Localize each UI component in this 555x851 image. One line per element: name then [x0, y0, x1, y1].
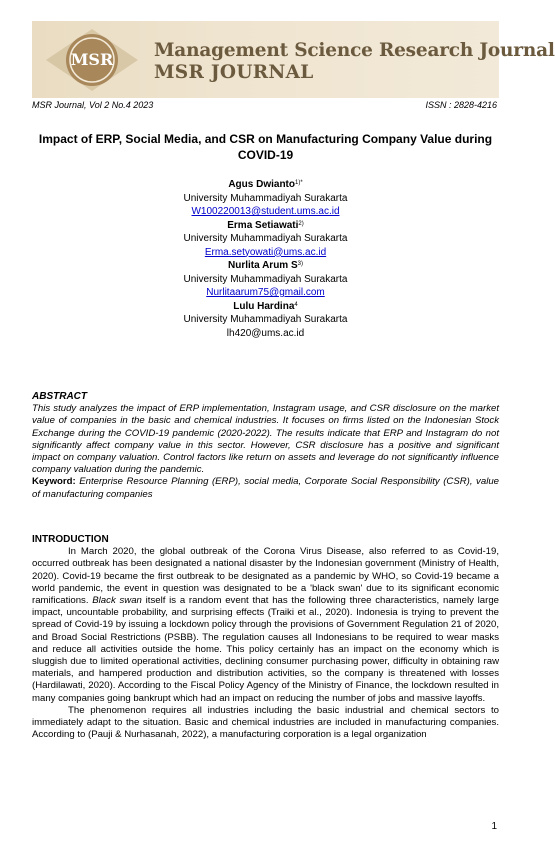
journal-banner [32, 21, 555, 98]
issn-info: ISSN : 2828-4216 [425, 100, 497, 110]
author-email-link[interactable]: W100220013@student.ums.ac.id [191, 206, 340, 217]
author-affiliation: University Muhammadiyah Surakarta [183, 192, 348, 204]
introduction-section [32, 534, 499, 741]
introduction-heading: INTRODUCTION [32, 534, 109, 545]
author-block [32, 178, 499, 340]
author-name: Erma Setiawati$^{2)}$ [227, 219, 304, 231]
author-affiliation: University Muhammadiyah Surakarta [183, 314, 348, 325]
issue-info: MSR Journal, Vol 2 No.4 2023 [32, 100, 154, 110]
keywords: Keyword: Enterprise Resource Planning (ERP), social media, Corporate Social Responsibility (CSR), value of manufacturing companies [32, 476, 499, 500]
author-affiliation: University Muhammadiyah Surakarta [183, 233, 348, 244]
author-affiliation: University Muhammadiyah Surakarta [183, 273, 348, 285]
author-name: Lulu Hardina$^4$ [233, 300, 298, 312]
intro-paragraph: In March 2020, the global outbreak of the Corona Virus Disease, also referred to as Covid-19, occurred outbreak has been designated a national disaster by the Indonesian government (Ministry of Health, 2020). Covid-19 became the first outbreak to be designated as a pandemic by WHO, so Covid-19 became a world pandemic, the event in question was designated to be a 'black swan' due to its significant economic ramifications. Black swan itself is a random event that has the following three characteristics, namely large impact, uncountable probability, and surprising effects (Traiki et al., 2020). Indonesia is trying to prevent the spread of Covid-19 by issuing a lockdown policy through the provisions of Government Regulation 21 of 2020, and Broad Social Restrictions (PSBB). The regulation causes all Indonesians to be required to wear masks and reduce all activities outside the home. This policy certainly has an impact on the economy which is sluggish due to limited operational activities, declining consumer purchasing power, difficulty in obtaining raw materials, and hampered production and distribution activities, so the company is threatened with losses (Hardilawati, 2020). According to the Fiscal Policy Agency of the Ministry of Finance, the lockdown resulted in many companies going bankrupt which had an impact on reducing the number of jobs and massive layoffs. [32, 546, 499, 704]
page-number: 1 [491, 821, 497, 832]
author-email-link[interactable]: Nurlitaarum75@gmail.com [206, 287, 325, 298]
paper-title: Impact of ERP, Social Media, and CSR on Manufacturing Company Value during COVID-19 [38, 132, 493, 162]
journal-title: Management Science Research Journal [154, 40, 555, 61]
journal-logo [42, 27, 142, 93]
svg-text:MSR: MSR [70, 50, 114, 69]
journal-subtitle: MSR JOURNAL [154, 62, 314, 83]
author-email-link[interactable]: Erma.setyowati@ums.ac.id [204, 246, 327, 258]
intro-paragraph: The phenomenon requires all industries including the basic industrial and chemical sectors to immediately adapt to the situation. Basic and chemical industries are included in manufacturing companies. According to (Pauji & Nurhasanah, 2022), a manufacturing corporation is a legal organization [32, 704, 499, 741]
author-name: Agus Dwianto$^{1)*}$ [228, 179, 303, 190]
author-email: lh420@ums.ac.id [226, 327, 305, 339]
abstract-heading: ABSTRACT [32, 391, 87, 402]
author-name: Nurlita Arum $S^{3)}$ [228, 260, 303, 271]
abstract-section [32, 391, 499, 501]
abstract-text: This study analyzes the impact of ERP implementation, Instagram usage, and CSR disclosure on the market value of companies in the basic and chemical industries. It focuses on firms listed on the Indonesian Stock Exchange during the COVID-19 pandemic (2020-2022). The results indicate that ERP and Instagram do not significantly affect company value in this sector. However, CSR disclosure has a positive and significant impact on company valuation. Control factors like return on assets and leverage do not significantly influence company valuation during the pandemic. [32, 403, 499, 476]
